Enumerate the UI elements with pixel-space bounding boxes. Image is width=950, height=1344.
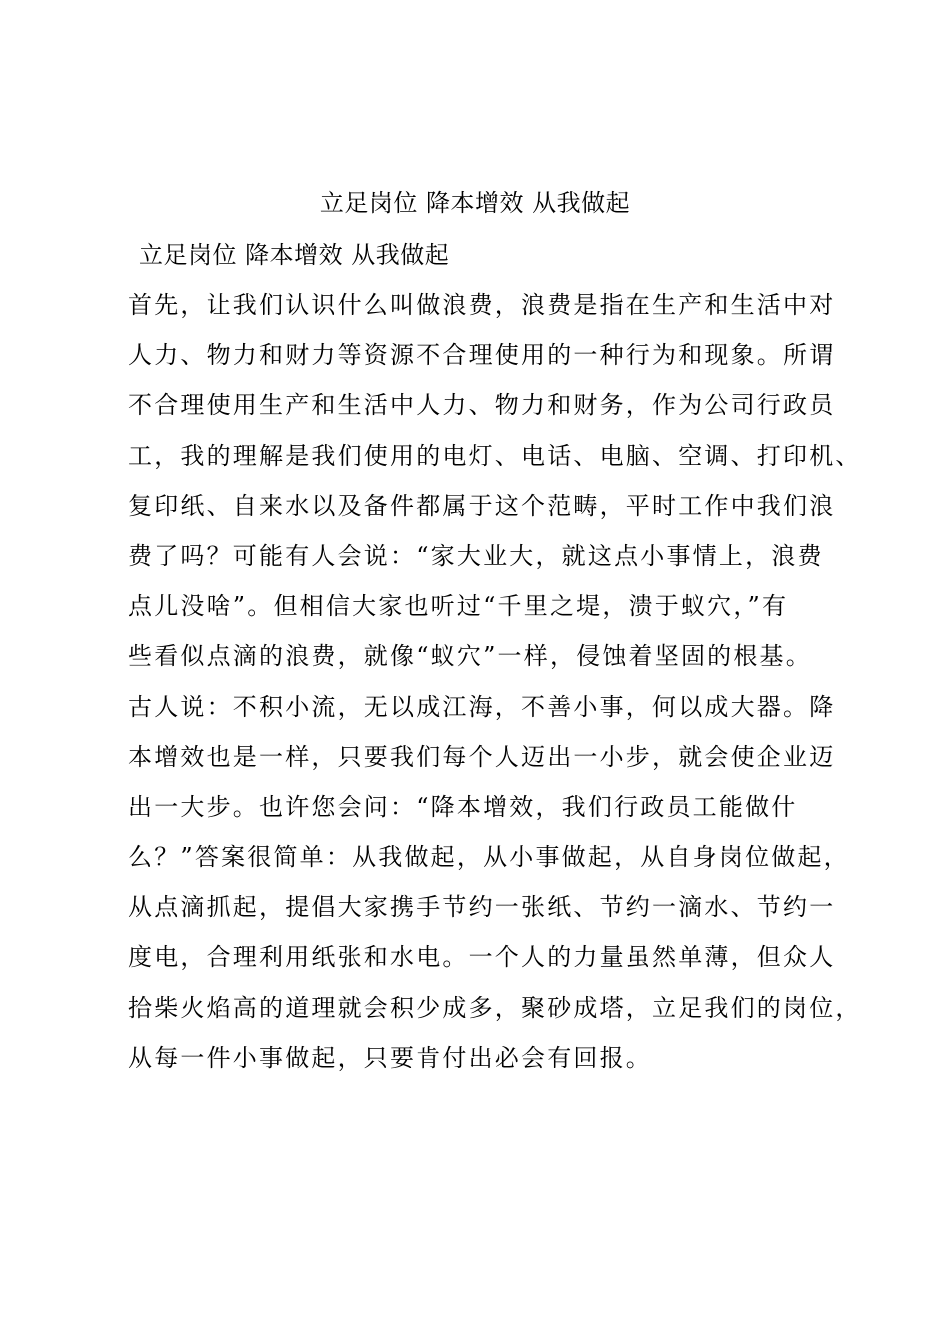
document-body: [128, 286, 862, 1089]
document-subtitle: 立足岗位 降本增效 从我做起: [139, 241, 450, 269]
body-line: 本增效也是一样，只要我们每个人迈出一小步，就会使企业迈: [128, 742, 836, 771]
body-line: 不合理使用生产和生活中人力、物力和财务，作为公司行政员: [128, 391, 836, 420]
body-line: 古人说：不积小流，无以成江海，不善小事，何以成大器。降: [128, 692, 836, 721]
body-line: 复印纸、自来水以及备件都属于这个范畴，平时工作中我们浪: [128, 491, 836, 520]
document-title: 立足岗位 降本增效 从我做起: [319, 189, 631, 217]
body-line: 点儿没啥”。但相信大家也听过“千里之堤，溃于蚁穴，”有: [128, 592, 789, 621]
body-line: 么？”答案很简单：从我做起，从小事做起，从自身岗位做起，: [128, 843, 850, 872]
body-line: 人力、物力和财力等资源不合理使用的一种行为和现象。所谓: [128, 341, 836, 370]
body-line: 度电，合理利用纸张和水电。一个人的力量虽然单薄，但众人: [128, 943, 836, 972]
body-line: 出一大步。也许您会问：“降本增效，我们行政员工能做什: [128, 792, 798, 821]
body-line: 拾柴火焰高的道理就会积少成多，聚砂成塔，立足我们的岗位，: [128, 993, 862, 1022]
body-line: 工，我的理解是我们使用的电灯、电话、电脑、空调、打印机、: [128, 441, 862, 470]
body-line: 些看似点滴的浪费，就像“蚁穴”一样，侵蚀着坚固的根基。: [128, 642, 812, 671]
body-line: 首先，让我们认识什么叫做浪费，浪费是指在生产和生活中对: [128, 291, 836, 319]
body-line: 费了吗？可能有人会说：“家大业大，就这点小事情上，浪费: [128, 541, 824, 570]
body-line: 从每一件小事做起，只要肯付出必会有回报。: [128, 1043, 652, 1072]
body-line: 从点滴抓起，提倡大家携手节约一张纸、节约一滴水、节约一: [128, 893, 836, 922]
